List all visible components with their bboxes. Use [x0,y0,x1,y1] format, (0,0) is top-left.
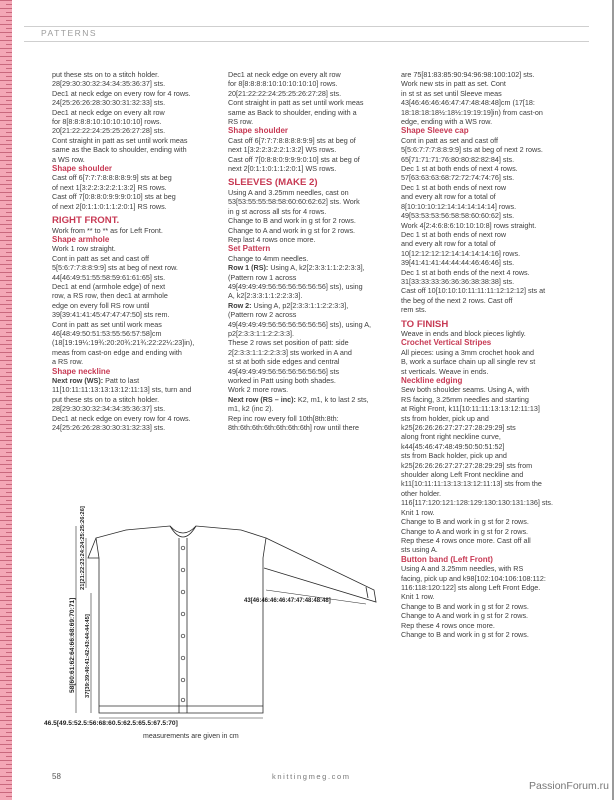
text-line: (18[19:19¼:19¾:20:20¾:21¾:22:22¼:23]in), [52,338,195,348]
diagram-caption: measurements are given in cm [143,733,239,740]
section-label: PATTERNS [41,28,98,38]
text-line: Change to A and work in g st for 2 rows. [228,225,356,235]
text-line: are 75[81:83:85:90:94:96:98:100:102] sts. [401,70,535,79]
text-line: k25[26:26:26:27:27:27:28:29:29] sts from [401,460,533,470]
subheading: Crochet Vertical Stripes [401,338,492,348]
cardigan-schematic [44,506,401,728]
text-line: All pieces: using a 3mm crochet hook and [401,347,535,357]
text-line: p2[2:3:3:1:1:2:2:3:3]. [228,328,294,338]
button-icon [181,568,185,572]
text-line: 18:18:18:18½:18½:19:19:19]in) from cast-on [401,107,543,117]
text-line: put these sts on to a stitch holder. [52,394,160,404]
text-line: shoulder along Left Front neckline and [401,470,524,480]
text-line: Cont straight in patt as set until work meas [228,98,364,108]
text-line: meas from cast-on edge and ending with [52,347,182,357]
text-line: 31[33:33:33:36:36:36:38:38:38] sts. [401,276,515,286]
text-line: Knit 1 row. [401,507,435,517]
text-line: same as the Back to shoulder, ending with [52,145,187,155]
text-line: (Pattern row 2 across [228,310,297,320]
text-line: Using A and 3.25mm needles, with RS [401,564,524,574]
text-line [228,301,400,310]
button-icon [181,634,185,638]
text-line: Change to B and work in g st for 2 rows. [401,629,529,639]
text-line: Work 4[2:4:6:8:6:10:10:10:8] rows straight. [401,220,537,230]
text-line: 116[117:120:121:128:129:130:130:131:136] sts. [401,498,553,508]
text-line: Cont in patt as set and cast off [52,253,149,263]
text-line: Change to 4mm needles. [228,253,309,263]
text-line: Cast off 6[7:7:7:8:8:8:8:9:9] sts at beg of [228,135,356,145]
subheading: Shape Sleeve cap [401,126,469,136]
text-line: Rep these 4 rows once more. [401,620,495,630]
text-line: 43[46:46:46:46:47:47:48:48:48]cm (17[18: [401,98,535,108]
text-line: RS facing, 3.25mm needles and starting [401,394,529,404]
page-number: 58 [52,772,61,781]
text-line: 116:118:120:122] sts along Left Front Edge. [401,582,541,592]
row-text: K2, m1, k to last 2 sts, [295,394,369,404]
button-icon [181,656,185,660]
subheading: Shape neckline [52,366,111,376]
text-line: edge, ending with a WS row. [401,117,493,127]
subheading: Shape shoulder [52,164,113,174]
row-label: Row 1 (RS): [228,263,269,273]
text-line: Cont in patt as set and cast off [401,135,498,145]
text-line: 5[5:6:7:7:8:8:9:9] sts at beg of next row. [52,263,178,273]
text-line: in g st across all sts for 4 rows. [228,206,327,216]
subheading: Shape shoulder [228,126,289,136]
text-line: Work 1 row straight. [52,244,116,254]
text-line: for 8[8:8:8:8:10:10:10:10:10] rows. [52,117,162,127]
text-line: the beg of the next 2 rows. Cast off [401,295,513,305]
column-1 [52,70,212,432]
tape-measure-edge [0,0,12,800]
text-line: Cast off 6[7:7:7:8:8:8:8:9:9] sts at beg [52,173,172,183]
row-label: Row 2: [228,300,252,310]
text-line: 49[53:53:53:56:58:58:60:60:62] sts. [401,211,515,221]
text-line: Dec1 at neck edge on every alt row [52,107,165,117]
subheading: Neckline edging [401,376,463,385]
text-line: 20[21:22:22:24:25:25:26:27:28] sts. [228,88,342,98]
height-label: 58[60:61:62:64:66:68:69:70:71] [69,597,76,693]
text-line: Dec 1 st at both ends of next row [401,182,507,192]
sleeve-label: 43[46:46:46:46:47:47:48:48:48] [244,598,331,604]
text-line: Using A and 3.25mm needles, cast on [228,187,349,197]
text-line: worked in Patt using both shades. [228,376,336,385]
text-line: 28[29:30:30:32:34:34:35:36:37] sts. [52,79,166,89]
row-label: Next row (RS – inc): [228,394,296,404]
row-text: Using A, p2[2:3:3:1:1:2:2:3:3], [251,300,349,310]
text-line: Change to A and work in g st for 2 rows. [401,526,529,536]
text-line: 24[25:26:26:28:30:30:31:32:33] sts. [52,423,166,433]
text-line: 65[71:71:71:76:80:80:82:82:84] sts. [401,154,515,164]
text-line: sts from holder, pick up and [401,413,489,423]
text-line: (Pattern row 1 across [228,272,297,282]
text-line: facing, pick up and k98[102:104:106:108:112: [401,573,546,583]
text-line: k25[26:26:26:27:27:27:28:29:29] sts [401,423,516,433]
text-line: Cast off 10[10:10:10:11:11:11:12:12:12] sts at [401,286,546,296]
text-line: other holder. [401,488,441,498]
row-text: Patt to last [103,376,140,385]
text-line: 8th:6th:6th:6th:6th:6th:6th] row until there [228,423,360,433]
row-text: Using A, k2[2:3:3:1:1:2:2:3:3], [268,263,365,273]
text-line: 8[10:10:10:12:14:14:14:14:14] rows. [401,201,517,211]
button-icon [181,546,185,550]
subheading: Shape armhole [52,234,110,244]
text-line: Dec1 at neck edge on every row for 4 rows. [52,413,191,423]
text-line: Change to A and work in g st for 2 rows. [401,611,529,621]
row-label: Next row (WS): [52,376,104,385]
text-line: next 2[0:1:1:0:1:1:2:0:1] WS rows. [228,164,337,174]
text-line: 24[25:26:26:28:30:30:31:32:33] sts. [52,98,166,108]
subheading: Button band (Left Front) [401,554,493,564]
watermark: PassionForum.ru [529,780,609,792]
text-line: rem sts. [401,305,427,315]
text-line: Cast off 7[0:8:8:0:9:9:9:0:10] sts at beg of [228,154,360,164]
text-line: Cast off 7[0:8:8:0:9:9:9:0:10] sts at beg [52,192,176,202]
text-line: Rep last 4 rows once more. [228,234,316,244]
text-line: in st st as set until Sleeve meas [401,88,502,98]
text-line: Rep inc row every foll 10th[8th:8th: [228,413,339,423]
text-line: Cont straight in patt as set until work meas [52,135,188,145]
text-line: put these sts on to a stitch holder. [52,70,160,79]
text-line: RS row. [228,117,254,127]
text-line: Dec 1 st at both ends of next 4 rows. [401,164,518,174]
text-line: at Right Front, k11[10:11:11:13:13:12:11:13] [401,404,540,414]
text-line: Dec 1 st at both ends of next row [401,229,507,239]
text-line [228,263,400,272]
text-line: and every alt row for a total of [401,192,496,202]
text-line: a RS row. [52,357,84,367]
text-line: k11[10:11:11:13:13:13:12:11:13] sts from the [401,479,542,489]
text-line: 10[12:12:12:12:14:14:14:14:16] rows. [401,248,521,258]
text-line: 53[53:55:55:58:58:60:60:62:62] sts. Work [228,197,360,207]
text-line: st verticals. Weave in ends. [401,366,489,376]
text-line: a WS row. [52,154,85,164]
text-line: of next 2[0:1:1:0:1:1:2:0:1] RS rows. [52,201,167,211]
text-line: Sew both shoulder seams. Using A, with [401,385,530,395]
section-heading: SLEEVES (MAKE 2) [228,177,318,189]
text-line: Dec1 at neck edge on every row for 4 rows. [52,88,191,98]
text-line: edge on every foll RS row until [52,300,150,310]
text-line: Dec1 at end (armhole edge) of next [52,281,166,291]
column-3 [401,70,576,639]
column-2 [228,70,400,432]
text-line: Dec1 at neck edge on every alt row [228,70,341,79]
text-line: st st at both side edges and central [228,357,340,367]
text-line: 20[21:22:22:24:25:25:26:27:28] sts. [52,126,166,136]
text-line: A, k2[2:3:3:1:1:2:2:3:3]. [228,291,303,301]
text-line: Change to B and work in g st for 2 rows. [401,517,529,527]
text-line: 57[63:63:63:68:72:72:74:74:76] sts. [401,173,515,183]
button-icon [181,678,185,682]
subheading: Set Pattern [228,244,271,254]
text-line: 39[41:41:41:44:44:44:46:46:46] sts. [401,258,515,268]
text-line: 46[48:49:50:51:53:55:56:57:58]cm [52,328,162,338]
button-icon [181,590,185,594]
text-line: 49[49:49:49:56:56:56:56:56:56] sts [228,366,340,376]
section-heading: TO FINISH [401,318,449,330]
width-label: 46.5[49.5:52.5:56:68:60.5:62.5:65.5:67.5:70] [44,720,178,727]
text-line: Work new sts in patt as set. Cont [401,79,506,89]
section-heading: RIGHT FRONT. [52,215,120,227]
site-url: knittingmeg.com [272,772,351,781]
text-line: and every alt row for a total of [401,239,496,249]
button-icon [181,698,185,702]
text-line: Weave in ends and block pieces lightly. [401,328,526,338]
text-line [52,376,212,385]
text-line: row, a RS row, then dec1 at armhole [52,291,168,301]
text-line: Rep these 4 rows once more. Cast off all [401,535,531,545]
text-line: 2[2:3:3:1:1:2:2:3:3] sts worked in A and [228,347,352,357]
side-label: 37[39:39:40:41:42:43:44:44:45] [85,614,91,698]
armhole-label: 21[21:22:23:24:24:25:25:26:26] [80,506,86,590]
text-line: next 1[3:2:2:3:2:2:1:3:2] WS rows. [228,145,337,155]
text-line: same as Back to shoulder, ending with a [228,107,357,117]
text-line: Change to B and work in g st for 2 rows. [401,601,529,611]
text-line: 39[39:41:41:45:47:47:47:50] sts rem. [52,310,170,320]
text-line: 49[49:49:49:56:56:56:56:56:56] sts), using [228,281,363,291]
section-header [24,26,589,42]
text-line: These 2 rows set position of patt: side [228,338,349,348]
text-line: Cont in patt as set until work meas [52,319,162,329]
text-line: 5[5:6:7:7:7:8:8:9:9] sts at beg of next 2 rows. [401,145,543,155]
text-line: along front right neckline curve, [401,432,501,442]
text-line: 11[10:11:11:13:13:13:12:11:13] sts, turn and [52,385,192,395]
text-line: B, work a surface chain up all single rev st [401,357,536,367]
text-line: 49[49:49:49:56:56:56:56:56:56] sts), using A, [228,319,372,329]
text-line: for 8[8:8:8:8:10:10:10:10:10] rows. [228,79,338,89]
text-line: 28[29:30:30:32:34:34:35:36:37] sts. [52,404,166,414]
text-line: Work from ** to ** as for Left Front. [52,225,163,235]
text-line: Dec 1 st at both ends of the next 4 rows. [401,267,530,277]
text-line: sts from Back holder, pick up and [401,451,507,461]
text-line: of next 1[3:2:2:3:2:2:1:3:2] RS rows. [52,182,167,192]
text-line: Knit 1 row. [401,592,435,602]
text-line: sts using A. [401,545,438,555]
text-line: k44[45:46:47:48:49:50:50:51:52] [401,441,505,451]
button-icon [181,612,185,616]
text-line: Work 2 more rows. [228,385,289,395]
text-line: 44[46:49:51:55:58:59:61:61:65] sts. [52,272,166,282]
text-line: m1, k2 (inc 2). [228,404,274,414]
text-line: Change to B and work in g st for 2 rows. [228,216,356,226]
text-line [228,395,400,404]
